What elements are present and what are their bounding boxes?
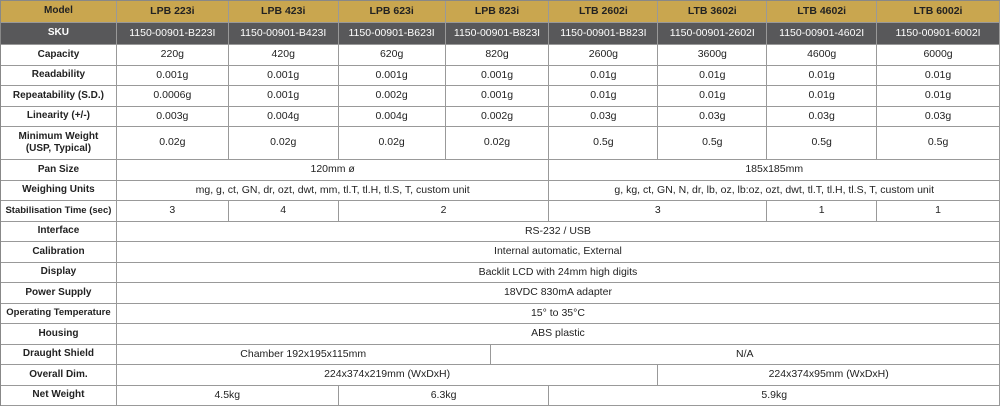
- table-cell: 0.03g: [658, 107, 767, 128]
- housing-row: [1, 324, 1000, 345]
- row-label: Interface: [1, 222, 117, 243]
- table-cell: 0.001g: [339, 66, 446, 87]
- repeatability-row: [1, 86, 1000, 107]
- row-label: Weighing Units: [1, 181, 117, 202]
- stabilisation-row: [1, 201, 1000, 222]
- label-line: Minimum Weight: [18, 130, 99, 142]
- table-cell: 0.01g: [767, 86, 877, 107]
- table-cell: 4.5kg: [117, 386, 339, 407]
- table-cell: Backlit LCD with 24mm high digits: [117, 263, 1000, 284]
- table-cell: 1: [877, 201, 1000, 222]
- table-cell: 420g: [229, 45, 339, 66]
- row-label: Calibration: [1, 242, 117, 263]
- table-cell: Chamber 192x195x115mm: [117, 345, 491, 366]
- sku-cell: 1150-00901-6002I: [877, 23, 1000, 45]
- table-cell: 120mm ø: [117, 160, 550, 181]
- row-label: Pan Size: [1, 160, 117, 181]
- table-cell: 0.01g: [549, 86, 658, 107]
- table-cell: 3: [549, 201, 767, 222]
- net-weight-row: [1, 386, 1000, 407]
- table-cell: 185x185mm: [549, 160, 1000, 181]
- row-label: Draught Shield: [1, 345, 117, 366]
- table-cell: 0.01g: [549, 66, 658, 87]
- table-cell: 0.02g: [117, 127, 229, 160]
- row-label: SKU: [1, 23, 117, 45]
- table-cell: 0.004g: [229, 107, 339, 128]
- table-cell: 0.0006g: [117, 86, 229, 107]
- sku-cell: 1150-00901-B423I: [229, 23, 339, 45]
- sku-cell: 1150-00901-2602I: [658, 23, 767, 45]
- row-label: Linearity (+/-): [1, 107, 117, 128]
- table-cell: 0.001g: [229, 86, 339, 107]
- model-header: LTB 3602i: [658, 1, 767, 23]
- table-cell: 0.5g: [767, 127, 877, 160]
- table-cell: 0.01g: [877, 86, 1000, 107]
- table-cell: 224x374x95mm (WxDxH): [658, 365, 1000, 386]
- pan-size-row: [1, 160, 1000, 181]
- row-label: Readability: [1, 66, 117, 87]
- table-cell: 0.5g: [658, 127, 767, 160]
- table-cell: 2600g: [549, 45, 658, 66]
- calibration-row: [1, 242, 1000, 263]
- table-cell: 0.02g: [339, 127, 446, 160]
- operating-temperature-row: [1, 304, 1000, 325]
- table-cell: Internal automatic, External: [117, 242, 1000, 263]
- label-line: (USP, Typical): [25, 143, 92, 154]
- table-cell: 0.001g: [446, 66, 550, 87]
- table-cell: 0.001g: [446, 86, 550, 107]
- display-row: [1, 263, 1000, 284]
- table-cell: 820g: [446, 45, 550, 66]
- table-cell: 0.01g: [767, 66, 877, 87]
- sku-cell: 1150-00901-B823I: [446, 23, 550, 45]
- table-cell: 0.02g: [229, 127, 339, 160]
- table-cell: RS-232 / USB: [117, 222, 1000, 243]
- overall-dim-row: [1, 365, 1000, 386]
- table-cell: 0.01g: [877, 66, 1000, 87]
- sku-cell: 1150-00901-4602I: [767, 23, 877, 45]
- sku-cell: 1150-00901-B623I: [339, 23, 446, 45]
- row-label: [1, 127, 117, 160]
- model-header: LTB 6002i: [877, 1, 1000, 23]
- row-label: Capacity: [1, 45, 117, 66]
- linearity-row: [1, 107, 1000, 128]
- table-cell: ABS plastic: [117, 324, 1000, 345]
- table-cell: N/A: [491, 345, 1000, 366]
- row-label: Repeatability (S.D.): [1, 86, 117, 107]
- sku-cell: 1150-00901-B223I: [117, 23, 229, 45]
- table-cell: 0.01g: [658, 86, 767, 107]
- row-label: Operating Temperature: [1, 304, 117, 325]
- table-cell: 620g: [339, 45, 446, 66]
- model-header: LPB 823i: [446, 1, 550, 23]
- row-label: Power Supply: [1, 283, 117, 304]
- table-cell: 0.5g: [549, 127, 658, 160]
- capacity-row: [1, 45, 1000, 66]
- table-cell: 0.001g: [229, 66, 339, 87]
- sku-cell: 1150-00901-B823I: [549, 23, 658, 45]
- table-cell: 0.003g: [117, 107, 229, 128]
- table-cell: 220g: [117, 45, 229, 66]
- table-cell: 0.002g: [339, 86, 446, 107]
- table-cell: 3600g: [658, 45, 767, 66]
- table-cell: 1: [767, 201, 877, 222]
- table-cell: 2: [339, 201, 550, 222]
- table-cell: 4: [229, 201, 339, 222]
- table-cell: 0.03g: [549, 107, 658, 128]
- model-row: [1, 1, 1000, 23]
- table-cell: 0.004g: [339, 107, 446, 128]
- readability-row: [1, 66, 1000, 87]
- table-cell: 6000g: [877, 45, 1000, 66]
- table-cell: 224x374x219mm (WxDxH): [117, 365, 658, 386]
- table-cell: 0.03g: [877, 107, 1000, 128]
- row-label: Housing: [1, 324, 117, 345]
- model-header: LPB 223i: [117, 1, 229, 23]
- table-cell: 15° to 35°C: [117, 304, 1000, 325]
- row-label: Model: [1, 1, 117, 23]
- table-cell: 18VDC 830mA adapter: [117, 283, 1000, 304]
- table-cell: 5.9kg: [549, 386, 1000, 407]
- interface-row: [1, 222, 1000, 243]
- row-label: Stabilisation Time (sec): [1, 201, 117, 222]
- model-header: LTB 4602i: [767, 1, 877, 23]
- draught-shield-row: [1, 345, 1000, 366]
- table-cell: 0.001g: [117, 66, 229, 87]
- power-supply-row: [1, 283, 1000, 304]
- row-label: Display: [1, 263, 117, 284]
- table-cell: 0.03g: [767, 107, 877, 128]
- row-label: Net Weight: [1, 386, 117, 407]
- min-weight-row: [1, 127, 1000, 160]
- table-cell: 0.02g: [446, 127, 550, 160]
- table-cell: 3: [117, 201, 229, 222]
- table-cell: 0.002g: [446, 107, 550, 128]
- table-cell: 6.3kg: [339, 386, 550, 407]
- table-cell: 4600g: [767, 45, 877, 66]
- table-cell: mg, g, ct, GN, dr, ozt, dwt, mm, tl.T, tl.H, tl.S, T, custom unit: [117, 181, 550, 202]
- model-header: LPB 623i: [339, 1, 446, 23]
- table-cell: g, kg, ct, GN, N, dr, lb, oz, lb:oz, ozt, dwt, tl.T, tl.H, tl.S, T, custom unit: [549, 181, 1000, 202]
- row-label: Overall Dim.: [1, 365, 117, 386]
- table-cell: 0.5g: [877, 127, 1000, 160]
- table-cell: 0.01g: [658, 66, 767, 87]
- model-header: LPB 423i: [229, 1, 339, 23]
- sku-row: [1, 23, 1000, 45]
- model-header: LTB 2602i: [549, 1, 658, 23]
- weighing-units-row: [1, 181, 1000, 202]
